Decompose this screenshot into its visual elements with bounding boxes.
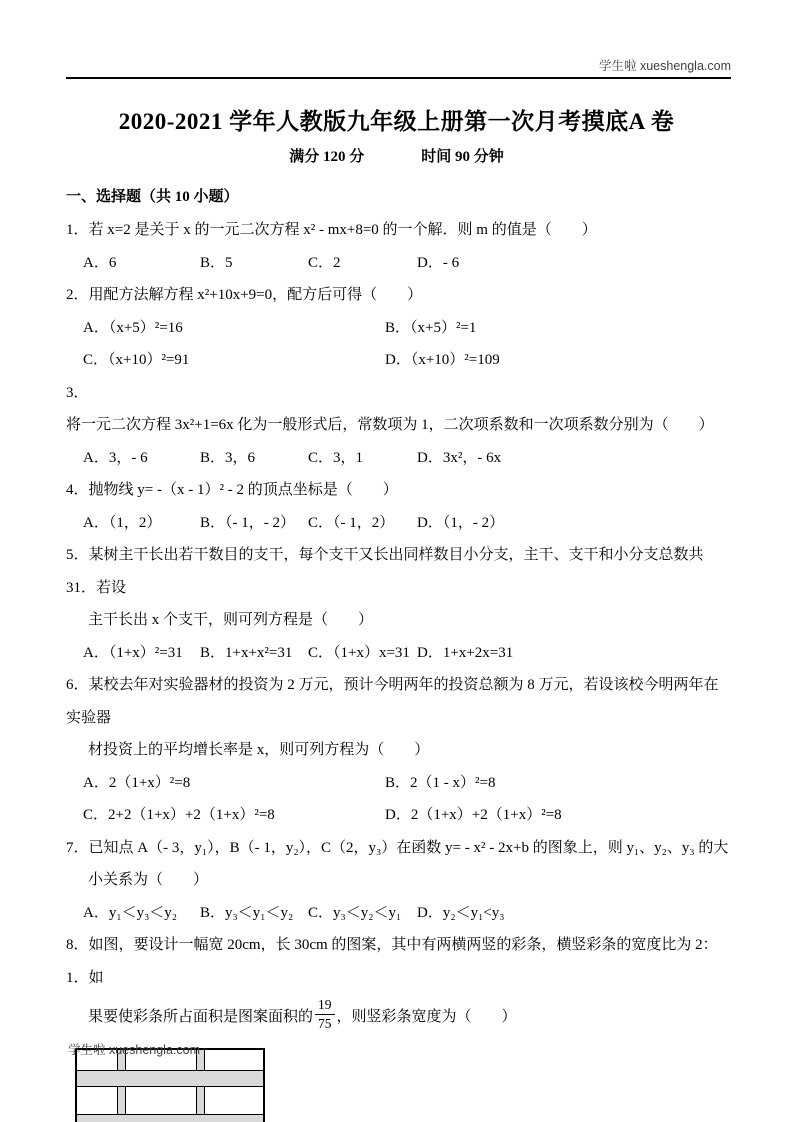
option-a: [83, 312, 385, 345]
fraction-19-75: [315, 997, 335, 1031]
exam-body: [66, 181, 733, 1122]
option-text: （x+10）²=109: [410, 352, 500, 368]
question-5-options: [66, 637, 733, 670]
question-number: 7．: [66, 839, 89, 856]
question-number: 1．: [66, 222, 89, 238]
option-d: [417, 507, 733, 540]
option-a: [83, 767, 385, 800]
question-1: [66, 214, 733, 279]
option-text: 3，1: [333, 449, 364, 466]
option-d: [385, 344, 733, 377]
option-text: 1+x+2x=31: [442, 644, 514, 661]
stem-text: 将一元二次方程 3x²+1=6x 化为一般形式后，常数项为 1，二次项系数和一次项系数分别为（ ）: [66, 417, 714, 433]
option-label: B．: [200, 514, 226, 531]
option-text: 3，- 6: [108, 449, 148, 466]
question-5-stem: [66, 539, 733, 604]
option-label: B．: [385, 319, 411, 336]
question-number: 3．: [66, 384, 89, 401]
question-8-stem: [66, 929, 733, 994]
question-8: [66, 929, 733, 1122]
option-label: C．: [308, 449, 334, 466]
question-2-options: [66, 312, 733, 377]
option-label: A．: [83, 319, 109, 336]
question-7: [66, 832, 733, 930]
section-heading: 一、选择题（共 10 小题）: [66, 189, 239, 205]
option-label: D．: [417, 254, 443, 271]
option-label: C．: [308, 904, 334, 921]
option-b: [200, 507, 308, 540]
option-text: 5: [225, 254, 233, 271]
option-c: [308, 897, 417, 930]
horizontal-stripe: [77, 1114, 263, 1122]
option-label: B．: [200, 904, 226, 921]
stem-text-after-fraction: ，则竖彩条宽度为（ ）: [336, 1008, 517, 1025]
question-7-stem: [66, 832, 733, 865]
option-text: y₂＜y₁<y₃: [442, 904, 505, 921]
option-c: [83, 799, 385, 832]
option-b: [385, 767, 733, 800]
option-text: 1+x+x²=31: [225, 644, 293, 661]
option-d: [417, 442, 733, 475]
question-4: [66, 474, 733, 539]
question-3-stem: [66, 377, 733, 442]
option-text: - 6: [442, 254, 460, 271]
option-label: C．: [83, 352, 109, 368]
option-c: [83, 344, 385, 377]
option-label: C．: [308, 514, 334, 531]
option-label: A．: [83, 254, 109, 271]
option-b: [200, 247, 308, 280]
question-8-stem-line-2: [66, 994, 733, 1036]
option-a: [83, 637, 200, 670]
option-b: [200, 637, 308, 670]
option-b: [200, 442, 308, 475]
option-text: 2（1+x）²=8: [108, 774, 191, 791]
option-label: C．: [83, 807, 109, 823]
option-text: y₃＜y₂＜y₁: [333, 904, 402, 921]
question-4-options: [66, 507, 733, 540]
option-label: D．: [417, 904, 443, 921]
stem-text: 若 x=2 是关于 x 的一元二次方程 x² - mx+8=0 的一个解．则 m 的值是（ ）: [88, 222, 597, 238]
option-d: [417, 637, 733, 670]
option-label: B．: [200, 644, 226, 661]
option-text: 2+2（1+x）+2（1+x）²=8: [108, 807, 275, 823]
option-text: 3，6: [225, 449, 256, 466]
question-number: 8．: [66, 937, 89, 953]
option-label: A．: [83, 514, 109, 531]
page-header: [66, 0, 731, 79]
fraction-numerator: 19: [315, 997, 335, 1015]
page-title: 2020-2021 学年人教版九年级上册第一次月考摸底A 卷: [118, 109, 675, 134]
header-site-text: 学生啦 xueshengla.com: [598, 59, 731, 73]
option-d: [417, 247, 733, 280]
stem-text: 如图，要设计一幅宽 20cm，长 30cm 的图案，其中有两横两竖的彩条，横竖彩条的宽度比为 2：1．如: [66, 937, 718, 986]
stem-text: 抛物线 y= -（x - 1）² - 2 的顶点坐标是（ ）: [88, 482, 398, 498]
option-a: [83, 247, 200, 280]
question-6: [66, 669, 733, 832]
option-c: [308, 507, 417, 540]
question-6-options: [66, 767, 733, 832]
option-a: [83, 897, 200, 930]
exam-meta: [0, 145, 793, 166]
option-label: A．: [83, 904, 109, 921]
option-c: [308, 637, 417, 670]
footer-site-text: 学生啦 xueshengla.com: [68, 1043, 201, 1057]
stem-text: 用配方法解方程 x²+10x+9=0，配方后可得（ ）: [88, 287, 423, 303]
question-number: 2．: [66, 287, 89, 303]
question-number: 5．: [66, 547, 89, 563]
stem-text: 某校去年对实验器材的投资为 2 万元，预计今明两年的投资总额为 8 万元，若设该校今明两年在实验器: [66, 677, 719, 726]
option-c: [308, 247, 417, 280]
option-text: （x+10）²=91: [108, 352, 190, 368]
stem-text: 某树主干长出若干数目的支干，每个支干又长出同样数目小分支，主干、支干和小分支总数共 31．若设: [66, 547, 704, 596]
option-text: （1+x）²=31: [108, 644, 183, 661]
fraction-denominator: 75: [318, 1015, 332, 1031]
question-2-stem: [66, 279, 733, 312]
stem-text-before-fraction: 果要使彩条所占面积是图案面积的: [88, 1008, 314, 1025]
option-text: y₁＜y₃＜y₂: [108, 904, 178, 921]
page-footer: [68, 1040, 200, 1058]
question-7-options: [66, 897, 733, 930]
option-text: （1，2）: [108, 514, 162, 531]
question-2: [66, 279, 733, 377]
question-number: 4．: [66, 482, 89, 498]
stripe-pattern-figure: [75, 1048, 265, 1122]
option-label: D．: [417, 449, 443, 466]
option-text: 2（1+x）+2（1+x）²=8: [410, 807, 562, 823]
option-text: （x+5）²=1: [410, 319, 477, 336]
option-label: D．: [385, 807, 411, 823]
option-a: [83, 507, 200, 540]
exam-score-label: 满分 120 分: [289, 149, 365, 165]
option-label: B．: [200, 449, 226, 466]
option-label: D．: [417, 644, 443, 661]
question-5-stem-line-2: 主干长出 x 个支干，则可列方程是（ ）: [88, 612, 374, 628]
option-b: [385, 312, 733, 345]
option-text: 2: [333, 254, 341, 271]
option-text: （- 1，- 2）: [225, 514, 296, 531]
question-5: [66, 539, 733, 669]
option-label: D．: [385, 352, 411, 368]
question-4-stem: [66, 474, 733, 507]
option-label: D．: [417, 514, 443, 531]
option-label: C．: [308, 254, 334, 271]
option-text: （1+x）x=31: [333, 644, 410, 661]
question-3: [66, 377, 733, 475]
question-3-options: [66, 442, 733, 475]
option-text: 3x²，- 6x: [442, 449, 502, 466]
option-text: 2（1 - x）²=8: [410, 774, 496, 791]
option-d: [417, 897, 733, 930]
option-label: C．: [308, 644, 334, 661]
option-label: B．: [200, 254, 226, 271]
option-label: B．: [385, 774, 411, 791]
question-6-stem: [66, 669, 733, 734]
option-text: （- 1，2）: [333, 514, 395, 531]
option-label: A．: [83, 449, 109, 466]
option-text: （1，- 2）: [442, 514, 505, 531]
option-text: （x+5）²=16: [108, 319, 183, 336]
option-a: [83, 442, 200, 475]
question-7-stem-line-2: 小关系为（ ）: [88, 872, 209, 888]
option-d: [385, 799, 733, 832]
option-text: y₃＜y₁＜y₂: [225, 904, 294, 921]
question-1-options: [66, 247, 733, 280]
exam-time-label: 时间 90 分钟: [421, 149, 504, 165]
stem-text: 已知点 A（- 3，y₁），B（- 1，y₂），C（2，y₃）在函数 y= - x² - 2x+b 的图象上，则 y₁、y₂、y₃ 的大: [88, 839, 729, 856]
option-label: A．: [83, 644, 109, 661]
option-text: 6: [108, 254, 117, 271]
option-label: A．: [83, 774, 109, 791]
horizontal-stripe: [77, 1070, 263, 1087]
question-6-stem-line-2: 材投资上的平均增长率是 x，则可列方程为（ ）: [88, 742, 430, 758]
question-1-stem: [66, 214, 733, 247]
question-number: 6．: [66, 677, 89, 693]
option-b: [200, 897, 308, 930]
option-c: [308, 442, 417, 475]
